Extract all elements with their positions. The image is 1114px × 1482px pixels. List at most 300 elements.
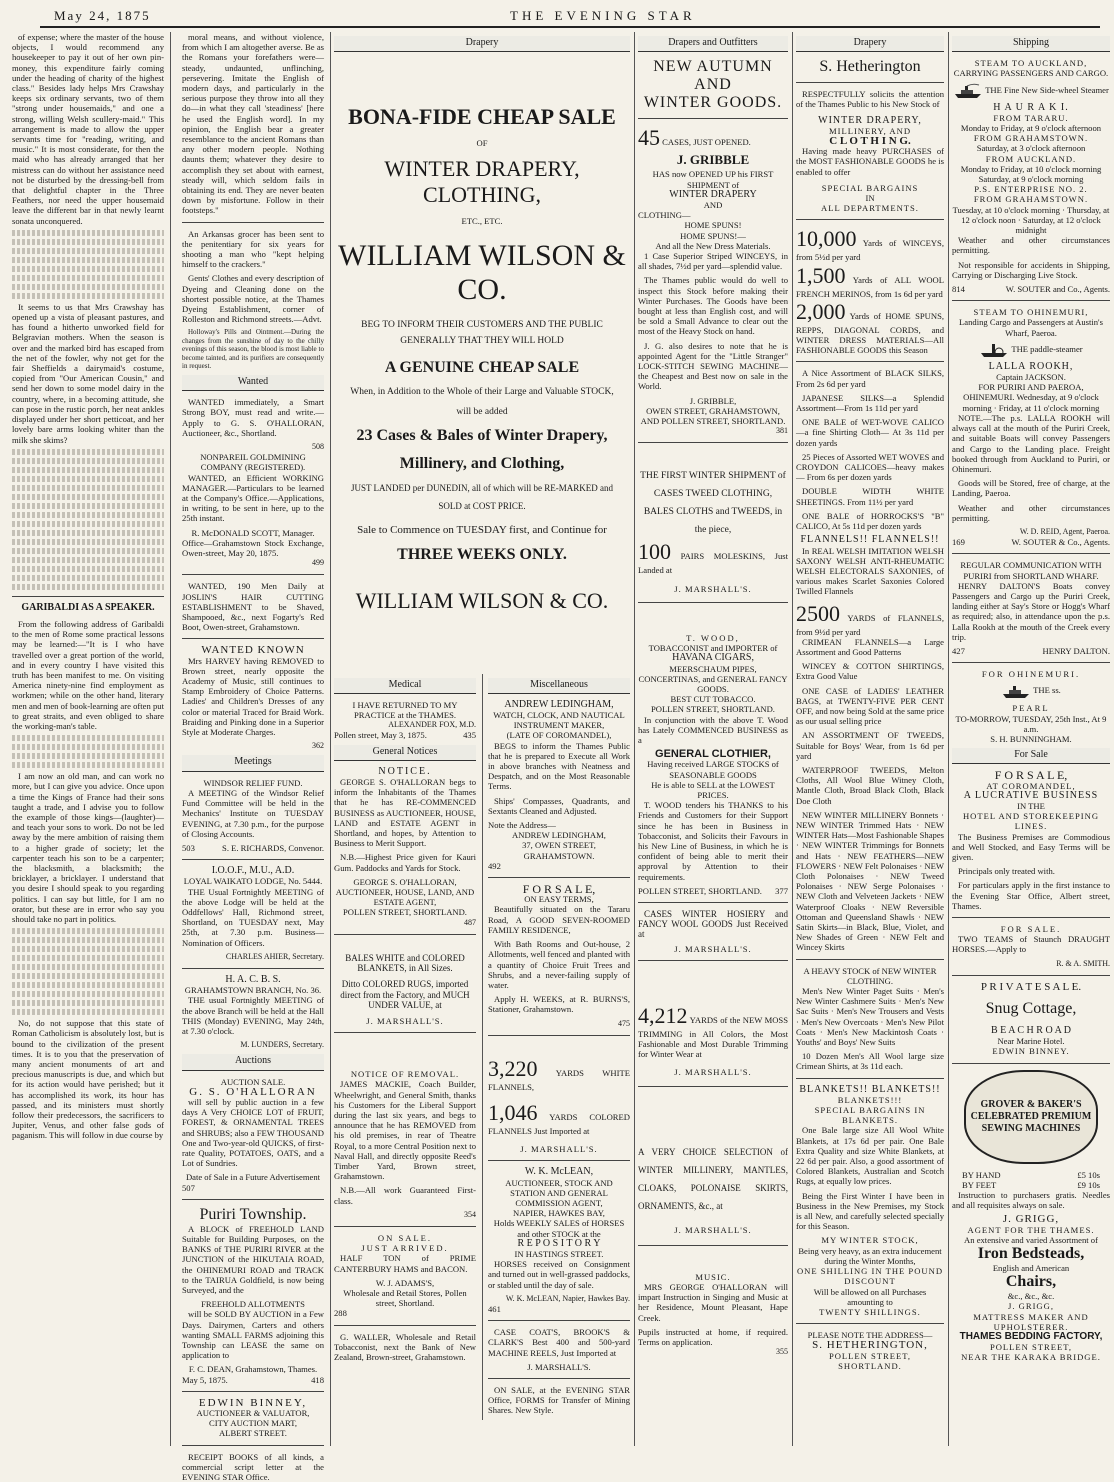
- article-paragraph: moral means, and without violence, from which I am altogether averse. Be as the Romans your forefathers were—steady, undaunted, unflinching, persevering. Imitate the English of modern days, and particularly in the serious purpose they throw into all they do—in what they call 'steadiness' [here he used the English word]. In my opinion, the English bear a greater resemblance to the ancient Romans than any other modern people. Nothing daunts them; whatever they desire to accomplish they set about with earnest, steady will, which seldom fails in obtaining its end. They are never beaten down by misfortune. Follow in their footsteps.": [182, 32, 324, 216]
- sale-list: NEW WINTER MILLINERY Bonnets · NEW WINTER Trimmed Hats · NEW WINTER Hats—Most Fashionable Shapes · NEW WINTER Trimmings for Bonnets and Hats · NEW FEATHERS—NEW FLOWERS · NEW Felt Polonaises · NEW Cloth Polonaises · NEW Tweed Polonaises · NEW Serge Polonaises · NEW Cloth and Velveteen Jackets · NEW Waterproof Cloaks · NEW Reversible Ottoman and Queensland Shawls · NEW Satin Skirts—in Black, Blue, Violet, and New Shades of Green · NEW Felt and Wincey Skirts: [796, 809, 944, 953]
- quantity-figure: 1,500: [796, 262, 846, 288]
- sale-line: When, in Addition to the Whole of their Large and Valuable STOCK,: [350, 386, 614, 397]
- notice-text: Holds WEEKLY SALES of HORSES and other STOCK at the: [493, 1218, 625, 1239]
- ad-address: POLLEN STREET,: [828, 1350, 912, 1361]
- ship-name: P.S. ENTERPRISE NO. 2.: [974, 184, 1088, 195]
- ad-subtitle: MILLINERY, AND: [828, 125, 912, 136]
- sale-line: ETC., ETC.: [461, 216, 503, 227]
- notice-text: The Thames public would do well to inspect this Stock before making their Winter Purchases. The Goods have been bought at less than English cost, and will be sold a Small Advance to clear out the most of the Heavy Stock on hand.: [638, 275, 788, 337]
- column-2: [176, 32, 331, 1482]
- notice-text: For particulars apply in the first instance to the Evening Star Office, Albert street, Thames.: [952, 880, 1110, 911]
- firm-name: WILLIAM WILSON & CO.: [355, 587, 609, 613]
- ad-number: 508: [312, 442, 324, 451]
- ad-address: OWEN STREET, GRAHAMSTOWN,: [646, 405, 780, 416]
- ad-signature: J. MARSHALL'S.: [674, 583, 752, 594]
- ad-number: 355: [776, 1347, 788, 1357]
- notice-text: Pupils instructed at home, if required. Terms on application.: [638, 1326, 788, 1348]
- sale-line: PAIRS MOLESKINS, Just Landed at: [638, 551, 788, 576]
- ad-signature: R. & A. SMITH.: [1056, 958, 1110, 968]
- notice-text: T. WOOD tenders his THANKS to his Friends and Customers for their Support since he has been in Business in Tobacconist, and Solicits their Favours in his New Line of Business, in which he is confident of being able to merit their approval by Attention to their requirements.: [638, 800, 788, 882]
- ad-signature: W. J. ADAMS'S,: [375, 1277, 435, 1288]
- ad-title: T. WOOD,: [686, 632, 740, 643]
- subcolumn-right: [482, 674, 630, 1420]
- sale-item: CRIMEAN FLANNELS—a Large Assortment and Good Patterns: [796, 636, 944, 657]
- schedule-line: TO-MORROW, TUESDAY, 25th Inst., At 9 a.m.: [955, 713, 1107, 734]
- section-header-shipping: Shipping: [952, 36, 1110, 52]
- steamship-icon: [1001, 683, 1031, 699]
- sale-line: YARDS of the NEW MOSS TRIMMING in All Colors, the Most Fashionable and Most Durable Trimming for Winter Wear at: [638, 1014, 788, 1060]
- wanted-ad: WANTED, 190 Men Daily at JOSLIN'S HAIR CUTTING ESTABLISHMENT to be Shaved, Shampooed, &c., next Fogarty's Red Boot, Owen-street, Grahamstown.: [182, 581, 324, 633]
- sale-line: HOME SPUNS!: [684, 220, 742, 231]
- ad-address: SHORTLAND.: [838, 1360, 902, 1371]
- meeting-notice: THE usual Fortnightly MEETING of the above Branch will be held at the Hall THIS (Monday) EVENING, May 24th, at 7.30 o'clock.: [182, 995, 324, 1036]
- sale-item: In REAL WELSH IMITATION WELSH SAXONY WELSH ANTI-RHEUMATIC WELSH ELECTORALS SAXONIES, of various makes Scarlet Saxonies Colored Twilled Flannels: [796, 545, 944, 597]
- notice-text: BEGS to inform the Thames Public that he is prepared to Execute all Work in above branches with Neatness and Despatch, and on the Most Reasonable Terms.: [488, 740, 630, 792]
- ad-subtitle: FROM GRAHAMSTOWN.: [973, 133, 1089, 144]
- auction-ad: A BLOCK of FREEHOLD LAND Suitable for Building Purposes, on the BANKS of THE PURIRI RIVER at the JUNCTION of the HIKUTAIA ROAD, the OHINEMURI ROAD and TRACK to the TAIRUA Goldfield, is now being Surveyed, and the: [182, 1223, 324, 1296]
- ship-name: H A U R A K I.: [993, 101, 1069, 113]
- ad-signature: EDWIN BINNEY.: [992, 1046, 1070, 1057]
- notice-text: Instruction to purchasers gratis. Needles and all requisites always on sale.: [952, 1190, 1110, 1211]
- notice-text: Being very heavy, as an extra inducement during the Winter Months,: [798, 1245, 942, 1266]
- sale-item: DOUBLE WIDTH WHITE SHEETINGS. From 11½ per yard: [796, 486, 944, 507]
- notice-text: Apply H. WEEKS, at R. BURNS'S, Stationer, Grahamstown.: [488, 994, 630, 1015]
- sale-headline: BONA-FIDE CHEAP SALE: [348, 104, 616, 130]
- sale-item: JAPANESE SILKS—a Splendid Assortment—From 1s 11d per yard: [796, 392, 944, 414]
- sale-line: Yards of WINCEYS, from 5½d per yard: [796, 238, 944, 263]
- notice-text: MRS GEORGE O'HALLORAN will impart Instruction in Singing and Music at her Residence, Mount Pleasant, Hape Creek.: [638, 1282, 788, 1323]
- sale-line: HAS now OPENED UP his FIRST SHIPMENT of: [652, 169, 774, 190]
- notice-text: CASES WINTER HOSIERY and FANCY WOOL GOODS Just Received at: [638, 908, 788, 940]
- sale-line: BEST CUT TOBACCO.: [670, 694, 756, 705]
- ad-note: Date of Sale in a Future Advertisement: [185, 1172, 321, 1183]
- quantity-figure: 45: [638, 125, 660, 151]
- sale-line: YARDS WHITE FLANNELS,: [488, 1067, 630, 1092]
- ad-subtitle: AUCTIONEER & VALUATOR,: [196, 1408, 310, 1419]
- ad-signature: ALEXANDER FOX, M.D.: [388, 720, 476, 730]
- ad-subtitle: GRAHAMSTOWN BRANCH, No. 36.: [184, 985, 322, 996]
- ad-title: W. K. McLEAN,: [524, 1166, 594, 1178]
- notice-text: CASE COAT'S, BROOK'S & CLARK'S Best 400 and 500-yard MACHINE REELS, Just Imported at: [488, 1327, 630, 1358]
- section-header-drapery: Drapery: [334, 36, 630, 52]
- sale-line: WINTER DRAPERY: [669, 188, 757, 200]
- ad-subtitle: AGENT FOR THE THAMES.: [967, 1224, 1095, 1235]
- ad-title: REGULAR COMMUNICATION WITH PURIRI from SHORTLAND WHARF.: [960, 560, 1102, 581]
- ad-signature: J. MARSHALL'S.: [674, 1067, 752, 1078]
- ad-signature: AUCTIONEER, HOUSE, LAND, AND ESTATE AGENT,: [335, 887, 475, 908]
- ad-title: P R I V A T E S A L E.: [980, 980, 1082, 993]
- schedule-line: Saturday, at 3 o'clock afternoon: [976, 143, 1086, 154]
- ad-title: FOR SALE.: [1000, 924, 1062, 935]
- ad-number: 427: [952, 645, 965, 656]
- notice-text: A VERY CHOICE SELECTION of WINTER MILLINERY, MANTLES, CLOAKS, POLONAISE SKIRTS, ORNAMENTS, &c., at: [638, 1146, 788, 1211]
- ad-address: ALBERT STREET.: [219, 1428, 287, 1439]
- ad-subtitle: A LUCRATIVE BUSINESS: [963, 789, 1099, 801]
- ad-address: Wholesale and Retail Stores, Pollen street, Shortland.: [343, 1287, 467, 1309]
- ad-subtitle: Snug Cottage,: [985, 1000, 1077, 1018]
- ad-title: NOTICE.: [378, 765, 432, 777]
- section-header-for-sale: For Sale: [952, 748, 1110, 764]
- ad-title: WINTER DRAPERY,: [818, 114, 922, 126]
- notice-text: Having made heavy PURCHASES of the MOST FASHIONABLE GOODS he is enabled to offer: [796, 146, 944, 177]
- ad-subtitle: A HEAVY STOCK of NEW WINTER CLOTHING.: [803, 965, 937, 986]
- ad-address: POLLEN STREET,: [989, 1342, 1073, 1353]
- ad-subtitle: TWENTY SHILLINGS.: [819, 1306, 921, 1317]
- sale-list: Men's New Winter Paget Suits · Men's New Winter Cashmere Suits · Men's New Sac Suits · Men's New Trousers and Vests · Men's New Overcoats · Men's New Pilot Coats · Men's New Mackintosh Coats · Youths' and Boys' New Suits: [796, 986, 944, 1048]
- ad-subtitle: FLANNELS!! FLANNELS!!: [800, 534, 940, 546]
- price-value: £9 10s: [1077, 1179, 1100, 1190]
- paddle-steamer-icon: [979, 342, 1009, 358]
- column-6: [948, 32, 1114, 1446]
- notice-text: Principals only treated with.: [958, 866, 1055, 877]
- ad-signature: R. McDONALD SCOTT, Manager.: [191, 527, 315, 538]
- ad-number: 814: [952, 284, 965, 295]
- ad-title: NEW AUTUMN AND: [653, 58, 773, 94]
- auction-ad: will sell by public auction in a few days A Very CHOICE LOT of FRUIT, FOREST, & ORNAMENTAL TREES and SHRUBS; also a FEW THOUSAND One and Two-year-old QUICKS, of first-rate Quality, POTATOES, OATS, and a Lot of Sundries.: [182, 1096, 324, 1169]
- ad-subtitle: WATCH, CLOCK, AND NAUTICAL INSTRUMENT MAKER,: [493, 710, 625, 731]
- sale-line: BALES WHITE and COLORED BLANKETS, in All Sizes.: [345, 952, 465, 974]
- ad-title: Iron Bedsteads,: [977, 1245, 1085, 1263]
- sale-item: ONE BALE of WET-WOVE CALICO —a fine Shirting Cloth— At 3s 11d per dozen yards: [796, 417, 944, 448]
- ad-title: MUSIC.: [695, 1271, 731, 1282]
- ad-signature: M. LUNDERS, Secretary.: [240, 1040, 324, 1050]
- ad-signature: J. MARSHALL'S.: [527, 1361, 591, 1372]
- sale-line: JUST LANDED per DUNEDIN, all of which will be RE-MARKED and: [350, 483, 614, 494]
- price-label: BY HAND: [962, 1169, 1001, 1180]
- ad-date: Pollen street, May 3, 1875.: [334, 730, 427, 741]
- ad-subtitle: BLANKETS!!!: [837, 1094, 903, 1105]
- notice-text: N.B.—Highest Price given for Kauri Gum. Paddocks and Yards for Stock.: [334, 852, 476, 873]
- ad-title: GENERAL CLOTHIER,: [655, 748, 771, 761]
- ad-title: NOTICE OF REMOVAL.: [350, 1069, 460, 1080]
- ad-signature: J. GRIGG,: [1002, 1213, 1060, 1226]
- sale-line: MEERSCHAUM PIPES, CONCERTINAS, and GENERAL FANCY GOODS.: [638, 663, 788, 694]
- ad-subtitle: FROM TARARU.: [993, 112, 1069, 123]
- quantity-figure: 2500: [796, 600, 840, 626]
- article-paragraph: No, do not suppose that this state of Roman Catholicism is absolutely lost, but is bound to the civilization of the present times. It is to you that the preservation of many ancient monuments of art and precious manuscripts is due, and which but for its action would have perished; but it has accomplished its work, its hour has passed, and its ministers must shortly follow their predecessors, the sacrificers to Jupiter, Venus, and other false gods of paganism. This will follow in due course by: [12, 1018, 164, 1141]
- ad-title: Chairs,: [1005, 1273, 1057, 1291]
- ad-subtitle: MY WINTER STOCK,: [821, 1235, 919, 1246]
- sale-item: A Nice Assortment of BLACK SILKS, From 2s 6d per yard: [796, 368, 944, 389]
- paper-title: THE EVENING STAR: [510, 8, 696, 23]
- sale-item: WINCEY & COTTON SHIRTINGS, Extra Good Value: [796, 661, 944, 682]
- ad-signature: J. GRIBBLE,: [689, 395, 737, 406]
- ad-address: IN HASTINGS STREET.: [514, 1248, 604, 1259]
- ad-subtitle: Landing Cargo and Passengers at Austin's Wharf, Paeroa.: [959, 317, 1103, 338]
- ad-subtitle: FROM AUCKLAND.: [985, 153, 1077, 164]
- column-3: [330, 32, 635, 1446]
- column-1: [6, 32, 171, 1446]
- ad-subtitle: ON EASY TERMS,: [524, 894, 594, 905]
- ad-signature: S. E. RICHARDS, Convenor.: [222, 842, 324, 853]
- ad-title: Puriri Township.: [199, 1205, 307, 1223]
- sale-line: Sale to Commence on TUESDAY first, and Continue for: [357, 524, 607, 537]
- ad-title: WINDSOR RELIEF FUND.: [203, 777, 303, 788]
- ad-subtitle: MATTRESS MAKER AND UPHOLSTERER.: [973, 1311, 1089, 1332]
- ad-title: H. A. C. B. S.: [225, 973, 281, 985]
- ad-number: 418: [311, 1374, 324, 1385]
- ad-number: 381: [776, 426, 788, 436]
- sale-item: AN ASSORTMENT OF TWEEDS, Suitable for Boys' Wear, from 1s 6d per yard: [796, 730, 944, 761]
- ad-signature: J. MARSHALL'S.: [520, 1144, 598, 1155]
- notice-text: J. G. also desires to note that he is appointed Agent for the "Little Stranger" LOCK-STITCH SEWING MACHINE—the Cheapest and Best now on sale in the World.: [638, 340, 788, 392]
- notice-text: An extensive and varied Assortment of: [964, 1234, 1098, 1245]
- notice-text: Ships' Compasses, Quadrants, and Sextants Cleaned and Adjusted.: [488, 795, 630, 816]
- ad-number: 487: [464, 917, 476, 927]
- ad-note: Note the Address—: [488, 820, 556, 831]
- notice-text: Beautifully situated on the Tararu Road, A GOOD SEVEN-ROOMED FAMILY RESIDENCE,: [488, 904, 630, 935]
- notice-text: Weather and other circumstances permitting.: [952, 235, 1110, 256]
- ad-subtitle: (LATE OF COROMANDEL),: [506, 730, 612, 741]
- ad-signature: ANDREW LEDINGHAM,: [512, 830, 606, 841]
- ad-signature: S. H. BUNNINGHAM.: [990, 733, 1072, 744]
- ad-subtitle: B E A C H R O A D: [990, 1025, 1072, 1037]
- office-ad: RECEIPT BOOKS of all kinds, a commercial script letter at the EVENING STAR Office.: [182, 1451, 324, 1482]
- notice-text: GEORGE S. O'HALLORAN begs to inform the Inhabitants of the Thames that he has RE-COMMENCED BUSINESS as AUCTIONEER, HOUSE, LAND and ESTATE AGENT in Shortland, and hopes, by Attention to Business to Merit Support.: [334, 777, 476, 849]
- sale-line: AND: [703, 200, 723, 211]
- quantity-figure: 3,220: [488, 1055, 538, 1081]
- ad-address: AND POLLEN STREET, SHORTLAND.: [640, 416, 786, 427]
- article-paragraph: It seems to us that Mrs Crawshay has opened up a vista of pleasant pastures, and has found a hitherto unworked field for Belgravian mothers. When the season is over and the marked bird has escaped from the net of the fowler, why not get for the fair Sheffields a dairymaid's costume, copied from "Our American Cousin," and send her down to some model dairy in the country, where, in a becoming attitude, she can pose in the rustic porch, her neat ankles displayed under her short petticoat, and her lovely bare arms looking whiter than the milk she skims?: [12, 301, 164, 445]
- sale-item: 10 Dozen Men's All Wool large size Crimean Shirts, at 3s 11d each.: [796, 1051, 944, 1072]
- sale-item: ONE CASE of LADIES' LEATHER BAGS, at TWENTY-FIVE PER CENT OFF, and now being Sold at the same price as our usual selling price: [796, 685, 945, 727]
- ad-number: 503: [182, 842, 195, 853]
- notice-text: Will be allowed on all Purchases amounting to: [813, 1286, 927, 1307]
- ad-subtitle: ONE SHILLING IN THE POUND DISCOUNT: [796, 1266, 944, 1287]
- ad-title: F O R S A L E,: [522, 882, 596, 897]
- notice-text: HENRY DALTON'S Boats convey Passengers and Cargo up the Puriri Creek, landing either at Say's Store or Hogg's Wharf as required; also, in attendance upon the p.s. Lalla Rookh at the mouth of the Creek every trip.: [952, 580, 1110, 642]
- ad-title: ANDREW LEDINGHAM,: [504, 698, 614, 710]
- notice-text: Goods will be Stored, free of charge, at the Landing, Paeroa.: [952, 478, 1110, 499]
- sale-item: ONE BALE of HORROCKS'S "B" CALICO, At 5s 11d per dozen yards: [796, 510, 944, 532]
- sale-line: HOME SPUNS!—: [680, 230, 746, 241]
- ad-title: WINTER GOODS.: [643, 94, 783, 112]
- ad-title: EDWIN BINNEY,: [198, 1396, 308, 1409]
- sale-line: Having received LARGE STOCKS of SEASONABLE GOODS: [647, 759, 779, 780]
- ad-address: POLLEN STREET, SHORTLAND.: [638, 885, 762, 896]
- ad-note: Near Marine Hotel.: [997, 1036, 1065, 1047]
- ad-signature: J. GRIGG,: [1007, 1301, 1054, 1312]
- ad-number: 354: [464, 1209, 476, 1219]
- price-label: BY FEET: [962, 1179, 997, 1190]
- sale-line: THE ss.: [1033, 685, 1061, 696]
- notice-line: I HAVE RETURNED TO MY PRACTICE at the THAMES.: [352, 699, 458, 721]
- ad-number: 492: [488, 860, 501, 871]
- sale-line: Ditto COLORED RUGS, imported direct from the Factory, and MUCH UNDER VALUE, at: [340, 979, 470, 1010]
- sale-line: CASES, JUST OPENED.: [662, 137, 751, 148]
- ad-subtitle: FROM GRAHAMSTOWN.: [973, 194, 1089, 205]
- ad-number: 499: [312, 558, 324, 568]
- ad-title: NONPAREIL GOLDMINING COMPANY (REGISTERED).: [200, 452, 306, 473]
- steamship-icon: [953, 83, 983, 99]
- section-header-auctions: Auctions: [182, 1054, 324, 1070]
- quantity-figure: 100: [638, 539, 671, 565]
- wanted-ad: WANTED, an Efficient WORKING MANAGER.—Particulars to be learned at the Company's Office.—Applications, in writing, to be sent in here, up to the 25th instant.: [182, 472, 324, 524]
- section-header-miscellaneous: Miscellaneous: [488, 678, 630, 694]
- ad-subtitle: ALL DEPARTMENTS.: [821, 203, 919, 214]
- ship-name: LALLA ROOKH,: [988, 360, 1074, 372]
- notice-text: G. WALLER, Wholesale and Retail Tobacconist, next the Bank of New Zealand, Brown-street, Grahamstown.: [334, 1331, 476, 1362]
- sale-line: OF: [476, 138, 488, 149]
- ad-number: 475: [618, 1018, 630, 1028]
- meeting-notice: A MEETING of the Windsor Relief Fund Committee will be held in the Mechanics' Institute on TUESDAY EVENING, at 7.30 p.m., for the purpose of Closing Accounts.: [182, 787, 324, 839]
- advert-note: Gents' Clothes and every description of Dyeing and Cleaning done on the shortest possible notice, at the Thames Dyeing Establishment, corner of Rolleston and Richmond streets.—Advt.: [182, 273, 324, 325]
- ad-title: STEAM TO AUCKLAND,: [974, 58, 1088, 69]
- ad-title: WANTED KNOWN: [201, 644, 305, 657]
- sale-line: Yards of HOME SPUNS, REPPS, DIAGONAL CORDS, and WINTER DRESS MATERIALS—All FASHIONABLE GOODS this Season: [796, 310, 944, 356]
- sale-headline: 23 Cases & Bales of Winter Drapery,: [356, 427, 608, 445]
- ad-subtitle: &c., &c., &c.: [1007, 1291, 1055, 1302]
- section-header-medical: Medical: [334, 678, 476, 694]
- ad-number: 435: [463, 730, 476, 741]
- ad-subtitle: HAVANA CIGARS,: [672, 652, 754, 664]
- ad-signature: J. MARSHALL'S.: [674, 943, 752, 954]
- auctioneer-name: G. S. O'HALLORAN: [189, 1085, 317, 1098]
- article-title: GARIBALDI AS A SPEAKER.: [21, 601, 155, 613]
- sale-line: And all the New Dress Materials.: [655, 240, 771, 251]
- sale-line: He is able to SELL at the LOWEST PRICES.: [651, 779, 775, 800]
- subcolumn-left: [334, 674, 476, 1420]
- wanted-ad: Mrs HARVEY having REMOVED to Brown street, nearly opposite the Academy of Music, still continues to Stamp Embroidery of Choice Patterns. Ladies' and Children's Dresses of any color or material Traced for Braid Work. Braiding and Pinking done in a Superior Style at Moderate Charges.: [182, 655, 324, 738]
- sale-line: Yards of ALL WOOL FRENCH MERINOS, from 1s 6d per yard: [796, 274, 944, 299]
- notice-text: RESPECTFULLY solicits the attention of the Thames Public to his New Stock of: [796, 89, 944, 110]
- firm-name: J. GRIBBLE: [676, 152, 750, 168]
- ad-title: F O R S A L E,: [994, 768, 1068, 783]
- ad-title: I.O.O.F., M.U., A.D.: [211, 865, 295, 877]
- notice-text: NOTE.—The p.s. LALLA ROOKH will always call at the mouth of the Puriri Creek, and suitable Boats will convey Passengers and Cargo to the Landing place. Freight booked through from Auckland to Puriri, or Ohinemuri.: [952, 412, 1110, 474]
- sale-line: CASES TWEED CLOTHING,: [653, 489, 773, 500]
- ad-subtitle: BLANKETS!! BLANKETS!!: [799, 1083, 941, 1095]
- ad-title: STEAM TO OHINEMURI,: [973, 307, 1089, 318]
- firm-name: WILLIAM WILSON & CO.: [338, 238, 626, 306]
- ad-subtitle: IN THE: [1017, 800, 1045, 811]
- ad-subtitle: R E P O S I T O R Y: [517, 1237, 601, 1249]
- sale-line: BALES CLOTHS and TWEEDS, in the piece,: [643, 507, 783, 536]
- sale-item: 25 Pieces of Assorted WET WOVES and CROYDON CALICOES—heavy makes— From 6s per dozen yards: [796, 451, 944, 483]
- notice-text: JAMES MACKIE, Coach Builder, Wheelwright, and General Smith, thanks his Customers for the Liberal Support during the last six years, and begs to announce that he has REMOVED from his old premises, in rear of Theatre Royal, to a more Central Position next to Naval Hall, and directly opposite Reed's Timber Yard, Brown street, Grahamstown.: [334, 1079, 476, 1182]
- sale-item: WATERPROOF TWEEDS, Melton Cloths, All Wool Blue Witney Cloth, Mantle Cloth, Broad Black Cloth, Black Doe Cloth: [796, 764, 944, 806]
- ad-subtitle: Captain JACKSON.: [996, 372, 1066, 383]
- sale-line: will be added: [456, 406, 508, 417]
- ad-signature: CHARLES AHIER, Secretary.: [225, 951, 324, 961]
- ad-signature: W. SOUTER and Co., Agents.: [1005, 284, 1110, 295]
- ad-signature: W. SOUTER & Co., Agents.: [1011, 537, 1110, 548]
- ad-subtitle: HOTEL AND STOREKEEPING LINES.: [962, 811, 1100, 832]
- ad-title: AUCTION SALE.: [220, 1076, 286, 1087]
- ad-subtitle: SPECIAL BARGAINS: [821, 182, 919, 193]
- ad-address: 37, OWEN STREET,: [522, 840, 596, 851]
- ad-signature: J. MARSHALL'S.: [674, 1224, 752, 1235]
- notice-text: The Business Premises are Commodious and Well Stocked, and Easy Terms will be given.: [952, 831, 1110, 862]
- sale-headline: A GENUINE CHEAP SALE: [384, 358, 580, 376]
- issue-date: May 24, 1875: [54, 8, 151, 23]
- ad-note: PLEASE NOTE THE ADDRESS—: [807, 1330, 933, 1341]
- notice-text: HORSES received on Consignment and turned out in well-grassed paddocks, or stabled until the day of sale.: [488, 1259, 630, 1290]
- ad-number: 507: [182, 1182, 195, 1193]
- column-5: [792, 32, 949, 1446]
- sale-line: YARDS of FLANNELS, from 9½d per yard: [796, 612, 944, 637]
- ad-signature: S. HETHERINGTON,: [812, 1339, 928, 1352]
- ship-name: PEARL: [1012, 703, 1050, 714]
- schedule-line: Saturday, at 9 o'clock morning: [978, 174, 1084, 185]
- auction-ad: will be SOLD BY AUCTION in a Few Days. Dairymen, Carters and others wanting SMALL FARMS adjoining this Township can LEASE the same on application to: [182, 1309, 324, 1361]
- sale-line: CLOTHING—: [638, 210, 691, 221]
- notice-text: In conjunction with the above T. Wood has Lately COMMENCED BUSINESS as a: [638, 714, 788, 745]
- article-paragraph: of expense; where the master of the house objects, I would recommend any housekeeper to pay it out of her own pin-money, this expenditure fairly coming under the heading of charity of the highest class." Besides lady helps Mrs Crawshay keeps six ordinary servants, two of them "strong under housemaids," and one a strong, willing Welsh scullery-maid." This arrangement is made to allow the upper servants time for "reading, writing, and music." It is most considerate, for then the maid who has already arranged that her mistress can do without her assistance need not be disturbed by the dressing-bell from that delightful chapter in the Three Feathers, nor need the upper housemaid leave the different bar in that newly learnt sonata unconquered.: [12, 32, 164, 226]
- sale-line: SOLD at COST PRICE.: [438, 501, 526, 512]
- sale-list: One Bale large size All Wool White Blankets, at 17s 6d per pair. One Bale Extra Quality and size White Blankets, at 22 6d per pair. Also, a good assortment of Colored Blankets, Australian and Scotch Rugs, at equally low prices.: [796, 1125, 944, 1187]
- meeting-notice: THE Usual Fortnightly MEETING of the above Lodge will be held at the Oddfellows' Hall, Richmond street, Shortland, on TUESDAY next, May 25th, at 7.30 p.m. Business—Nomination of Officers.: [182, 886, 324, 948]
- notice-text: With Bath Rooms and Out-house, 2 Allotments, well fenced and planted with a quantity of Choice Fruit Trees and Shrubs, and a never-failing supply of water.: [488, 939, 630, 990]
- sale-line: THE paddle-steamer: [1011, 343, 1083, 354]
- sale-line: THE Fine New Side-wheel Steamer: [985, 84, 1109, 95]
- ad-address: NEAR THE KARAKA BRIDGE.: [961, 1352, 1101, 1363]
- ad-number: 362: [312, 741, 324, 751]
- notice-text: Being the First Winter I have been in Business in the New Premises, my Stock is all New, and carefully selected specially for this Season.: [796, 1190, 944, 1232]
- schedule-line: Monday to Friday, at 10 o'clock morning: [960, 163, 1102, 174]
- ad-subtitle: LOYAL WAIKATO LODGE, No. 5444.: [183, 876, 323, 887]
- ad-subtitle: CARRYING PASSENGERS AND CARGO.: [953, 68, 1109, 79]
- firm-name: S. Hetherington: [819, 58, 921, 76]
- column-4: [634, 32, 793, 1446]
- ad-title: FOR OHINEMURI.: [981, 669, 1081, 680]
- notice-text: N.B.—All work Guaranteed First-class.: [334, 1185, 476, 1206]
- ad-subtitle: AUCTIONEER, STOCK AND STATION AND GENERAL COMMISSION AGENT,: [505, 1177, 613, 1208]
- ad-signature: GEORGE S. O'HALLORAN,: [353, 876, 457, 887]
- schedule-line: Tuesday, at 10 o'clock morning · Thursday, at 12 o'clock noon · Saturday, at 12 o'clock midnight: [952, 204, 1110, 236]
- ad-title: C L O T H I N G.: [829, 135, 911, 148]
- ad-address: GRAHAMSTOWN.: [523, 850, 595, 861]
- ad-subtitle: English and American: [992, 1263, 1070, 1274]
- masthead: [40, 6, 1100, 28]
- sale-line: WINTER DRAPERY, CLOTHING,: [384, 156, 580, 208]
- office-ad: ON SALE, at the EVENING STAR Office, FORMS for Transfer of Mining Shares. New Style.: [488, 1384, 630, 1416]
- ad-subtitle: CITY AUCTION MART,: [208, 1418, 298, 1429]
- ad-subtitle: TOBACCONIST and IMPORTER of: [648, 643, 778, 654]
- ad-address: POLLEN STREET, SHORTLAND.: [343, 907, 467, 918]
- sale-headline: THREE WEEKS ONLY.: [397, 545, 567, 563]
- ad-subtitle: IN: [865, 193, 875, 204]
- quantity-figure: 10,000: [796, 226, 857, 252]
- ad-subtitle: AT COROMANDEL,: [986, 780, 1076, 791]
- section-header-wanted: Wanted: [182, 375, 324, 391]
- section-header-drapery-2: Drapery: [796, 36, 944, 52]
- schedule-line: Monday to Friday, at 9 o'clock afternoon: [960, 123, 1102, 134]
- section-header-drapers: Drapers and Outfitters: [638, 36, 788, 52]
- ad-number: 377: [775, 885, 788, 896]
- ad-address: NAPIER, HAWKES BAY,: [513, 1208, 605, 1219]
- news-item: An Arkansas grocer has been sent to the penitentiary for six years for shooting a man who "kept helping himself to the crackers.": [182, 228, 324, 270]
- ad-subtitle: FREEHOLD ALLOTMENTS: [201, 1299, 305, 1310]
- quantity-figure: 2,000: [796, 298, 846, 324]
- schedule-line: FOR PURIRI AND PAEROA, OHINEMURI. Wednesday, at 9 o'clock morning · Friday, at 11 o'clock morning: [962, 382, 1100, 413]
- ad-signature: J. MARSHALL'S.: [366, 1015, 444, 1026]
- price-value: £5 10s: [1077, 1169, 1100, 1180]
- ad-number: 461: [488, 1303, 501, 1314]
- notice-text: Not responsible for accidents in Shipping, Carrying or Discharging Live Stock.: [952, 259, 1110, 280]
- ad-number: 169: [952, 537, 965, 548]
- ad-signature: HENRY DALTON.: [1042, 645, 1110, 656]
- sale-line: THE FIRST WINTER SHIPMENT of: [640, 471, 786, 482]
- ad-title: THAMES BEDDING FACTORY,: [959, 1331, 1103, 1343]
- sale-headline: Millinery, and Clothing,: [399, 455, 565, 473]
- ad-number: 288: [334, 1308, 347, 1319]
- ad-address: POLLEN STREET, SHORTLAND.: [651, 704, 775, 715]
- ad-address: Office—Grahamstown Stock Exchange, Owen-street, May 20, 1875.: [182, 537, 324, 559]
- sewing-machine-seal: GROVER & BAKER'S CELEBRATED PREMIUM SEWING MACHINES: [964, 1070, 1098, 1164]
- ad-title: ON SALE.: [377, 1232, 433, 1243]
- quantity-figure: 1,046: [488, 1099, 538, 1125]
